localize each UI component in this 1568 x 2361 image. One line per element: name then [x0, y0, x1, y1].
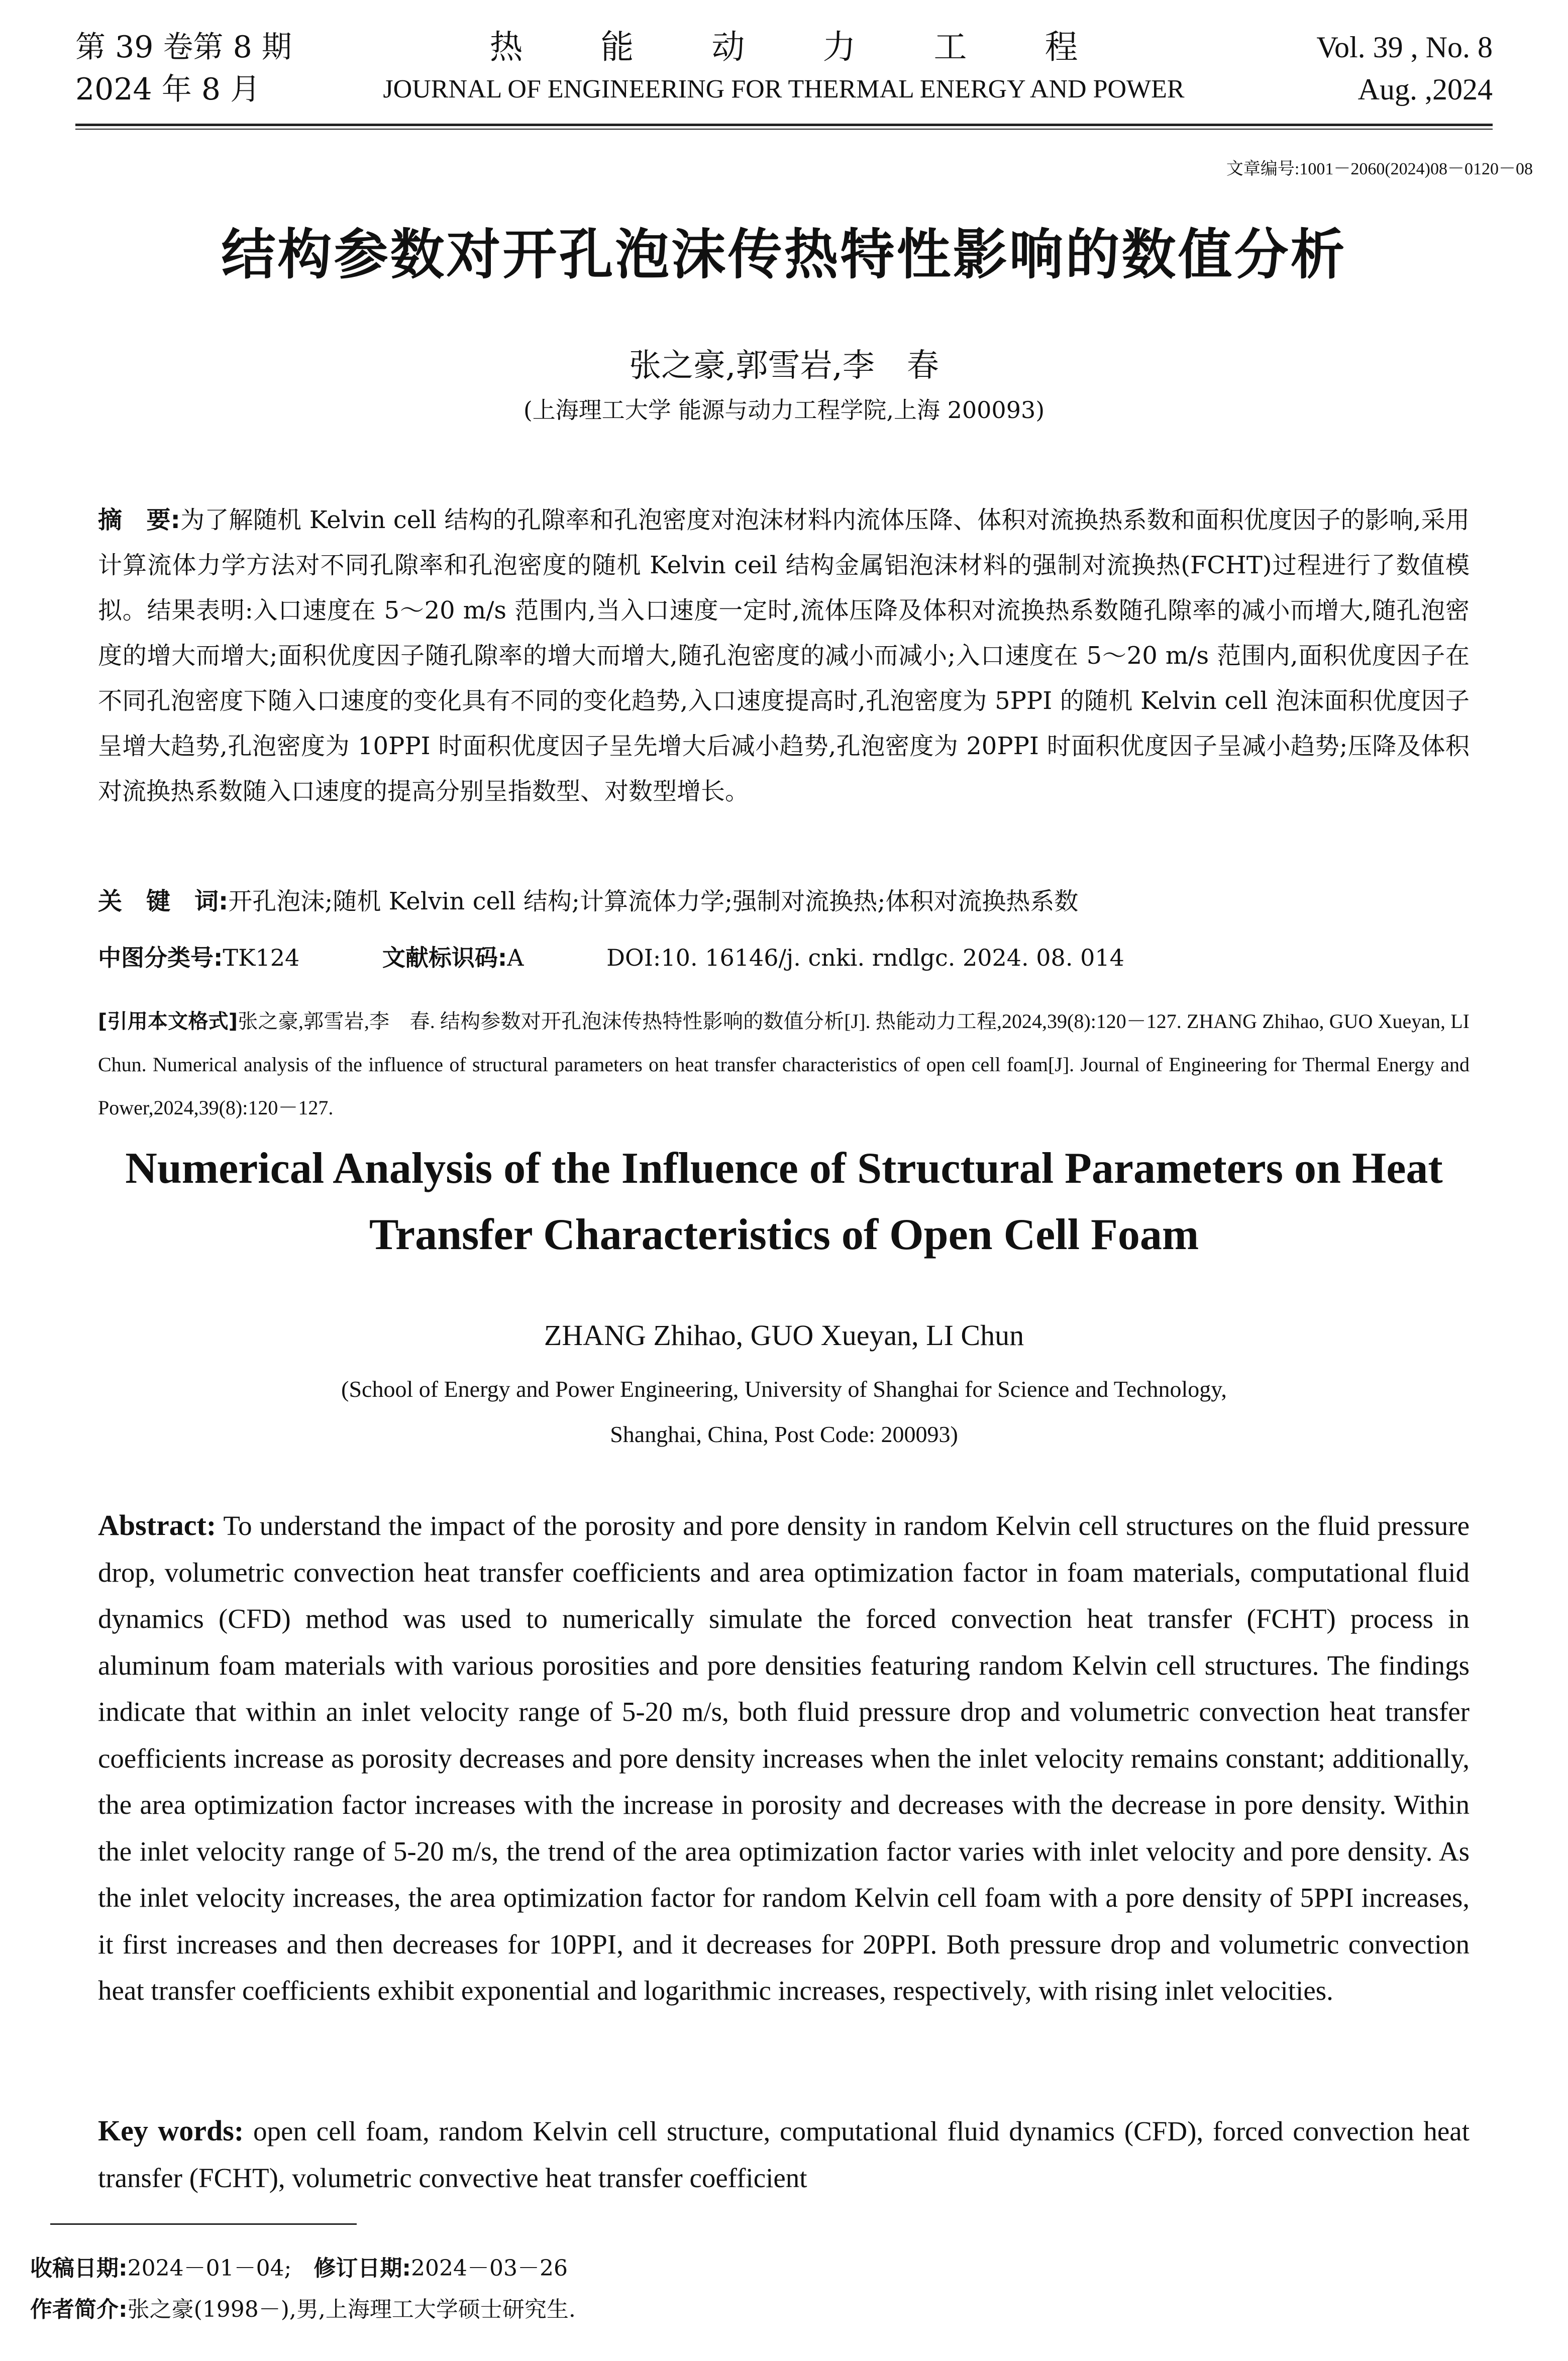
doc-code-label: 文献标识码: — [382, 944, 507, 971]
header-rule-thick — [75, 124, 1493, 126]
affiliation-en-line1: (School of Energy and Power Engineering, University of Shanghai for Science and Technology, — [341, 1376, 1227, 1402]
date-cn: 2024 年 8 月 — [75, 72, 261, 107]
received-label: 收稿日期: — [30, 2255, 128, 2281]
keywords-cn-label: 关 键 词: — [98, 887, 229, 915]
footnote-dates — [30, 2251, 568, 2286]
authors-cn: 张之豪,郭雪岩,李 春 — [629, 347, 939, 384]
affiliation-en-line2: Shanghai, China, Post Code: 200093) — [610, 1421, 958, 1447]
keywords-en-text: open cell foam, random Kelvin cell structure, computational fluid dynamics (CFD), forced convection heat transfer (FCHT), volumetric convective heat transfer coefficient — [98, 2116, 1470, 2193]
authors-en: ZHANG Zhihao, GUO Xueyan, LI Chun — [544, 1319, 1024, 1352]
revised-label: 修订日期: — [313, 2255, 411, 2281]
doc-code-value: A — [507, 944, 524, 971]
citation — [98, 1000, 1470, 1130]
keywords-en — [98, 2108, 1470, 2201]
revised-value: 2024－03－26 — [411, 2255, 568, 2281]
keywords-cn-text: 开孔泡沫;随机 Kelvin cell 结构;计算流体力学;强制对流换热;体积对流换热系数 — [228, 887, 1079, 915]
abstract-en-text: To understand the impact of the porosity and pore density in random Kelvin cell structures on the fluid pressure drop, volumetric convection heat transfer coefficients and area optimization factor in foam materials, computational fluid dynamics (CFD) method was used to numerically simulate the forced convection heat transfer (FCHT) process in aluminum foam materials with various porosities and pore densities featuring random Kelvin cell structures. The findings indicate that within an inlet velocity range of 5-20 m/s, both fluid pressure drop and volumetric convection heat transfer coefficients increase as porosity decreases and pore density increases when the inlet velocity remains constant; additionally, the area optimization factor increases with the increase in porosity and decreases with the decrease in pore density. Within the inlet velocity range of 5-20 m/s, the trend of the area optimization factor varies with inlet velocity and pore density. As the inlet velocity increases, the area optimization factor for random Kelvin cell foam with a pore density of 5PPI increases, it first increases and then decreases for 10PPI, and it decreases for 20PPI. Both pressure drop and volumetric convection heat transfer coefficients exhibit exponential and logarithmic increases, respectively, with rising inlet velocities. — [98, 1510, 1470, 2006]
affiliation-cn: (上海理工大学 能源与动力工程学院,上海 200093) — [523, 396, 1045, 424]
abstract-en-label: Abstract: — [98, 1509, 217, 1542]
date-en: Aug. ,2024 — [1357, 73, 1493, 106]
keywords-en-label: Key words: — [98, 2114, 244, 2147]
title-en: Numerical Analysis of the Influence of Structural Parameters on Heat Transfer Characteristics of Open Cell Foam — [125, 1144, 1443, 1259]
clc-label: 中图分类号: — [98, 944, 223, 971]
journal-title-en: JOURNAL OF ENGINEERING FOR THERMAL ENERGY AND POWER — [383, 75, 1185, 104]
footnote-rule — [50, 2223, 357, 2225]
abstract-en — [98, 1502, 1470, 2014]
received-value: 2024－01－04; — [127, 2255, 292, 2281]
doi: DOI:10. 16146/j. cnki. rndlgc. 2024. 08. 014 — [606, 944, 1124, 971]
abstract-cn-label: 摘 要: — [98, 506, 180, 534]
citation-text: 张之豪,郭雪岩,李 春. 结构参数对开孔泡沫传热特性影响的数值分析[J]. 热能动力工程,2024,39(8):120－127. ZHANG Zhihao, GUO Xueyan, LI Chun. Numerical analysis of the influence of structural parameters on heat transfer characteristics of open cell foam[J]. Journal of Engineering for Thermal Energy and Power,2024,39(8):120－127. — [98, 1010, 1470, 1119]
affiliation-en — [0, 1367, 1568, 1457]
volume-cn: 第 39 卷第 8 期 — [75, 30, 292, 65]
footnote-author — [30, 2292, 576, 2327]
citation-label: [引用本文格式] — [98, 1010, 238, 1033]
header-right — [1316, 26, 1493, 111]
header-rule-thin — [75, 129, 1493, 130]
keywords-cn — [98, 882, 1078, 916]
clc-value: TK124 — [223, 944, 300, 971]
journal-title-cn: 热能动力工程 — [489, 28, 1156, 66]
author-bio-label: 作者简介: — [30, 2297, 128, 2322]
header-left — [75, 26, 292, 111]
volume-en: Vol. 39 , No. 8 — [1316, 31, 1493, 64]
author-bio-value: 张之豪(1998－),男,上海理工大学硕士研究生. — [127, 2297, 576, 2322]
abstract-cn — [98, 497, 1470, 814]
title-cn: 结构参数对开孔泡沫传热特性影响的数值分析 — [221, 224, 1347, 286]
article-number: 文章编号:1001－2060(2024)08－0120－08 — [1226, 160, 1533, 178]
abstract-cn-text: 为了解随机 Kelvin cell 结构的孔隙率和孔泡密度对泡沫材料内流体压降、体积对流换热系数和面积优度因子的影响,采用计算流体力学方法对不同孔隙率和孔泡密度的随机 Kelvin ceil 结构金属铝泡沫材料的强制对流换热(FCHT)过程进行了数值模拟。结果表明:入口速度在 5～20 m/s 范围内,当入口速度一定时,流体压降及体积对流换热系数随孔隙率的减小而增大,随孔泡密度的增大而增大;面积优度因子随孔隙率的增大而增大,随孔泡密度的减小而减小;入口速度在 5～20 m/s 范围内,面积优度因子在不同孔泡密度下随入口速度的变化具有不同的变化趋势,入口速度提高时,孔泡密度为 5PPI 的随机 Kelvin cell 泡沫面积优度因子呈增大趋势,孔泡密度为 10PPI 时面积优度因子呈先增大后减小趋势,孔泡密度为 20PPI 时面积优度因子呈减小趋势;压降及体积对流换热系数随入口速度的提高分别呈指数型、对数型增长。 — [98, 506, 1470, 805]
header-center — [352, 26, 1216, 111]
classification-line — [98, 940, 1470, 973]
